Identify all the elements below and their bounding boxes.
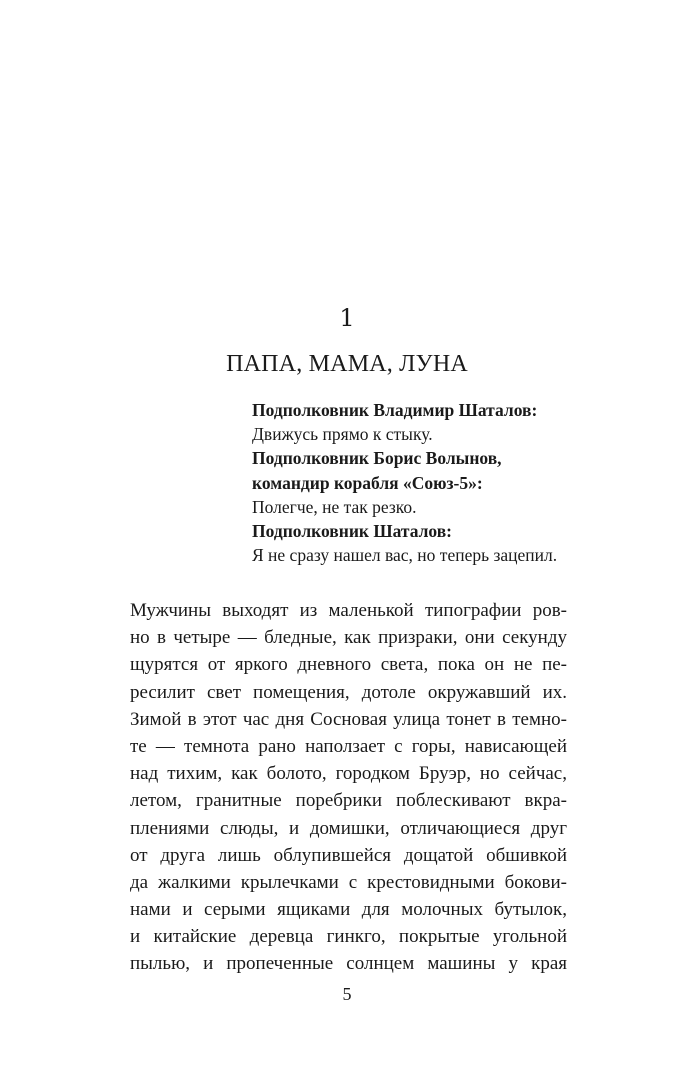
body-line: нами и серыми ящиками для молочных бутылок, [130, 899, 567, 921]
epigraph-speech: Движусь прямо к стыку. [252, 424, 433, 445]
body-paragraph [130, 597, 567, 978]
epigraph-speaker: Подполковник Шаталов: [252, 521, 453, 542]
body-line: но в четыре — бледные, как призраки, они секунду [130, 627, 567, 649]
body-line: Зимой в этот час дня Сосновая улица тонет в темно- [130, 708, 567, 730]
body-line: от друга лишь облупившейся дощатой обшивкой [130, 844, 567, 866]
chapter-number: 1 [339, 304, 355, 332]
epigraph-speech: Полегче, не так резко. [252, 496, 417, 517]
chapter-title: ПАПА, МАМА, ЛУНА [226, 351, 468, 377]
epigraph-speaker: Подполковник Владимир Шаталов: [252, 400, 538, 420]
body-line: щурятся от яркого дневного света, пока он не пе- [130, 654, 567, 676]
epigraph-speech: Я не сразу нашел вас, но теперь зацепил. [252, 545, 558, 566]
body-line: плениями слюды, и домишки, отличающиеся друг [130, 817, 567, 839]
epigraph-speaker: Подполковник Борис Волынов, [252, 448, 502, 469]
body-line: те — темнота рано наползает с горы, нависающей [130, 735, 567, 757]
body-line: летом, гранитные поребрики поблескивают вкра- [130, 790, 567, 812]
body-line: и китайские деревца гинкго, покрытые угольной [130, 926, 567, 948]
body-line: над тихим, как болото, городком Бруэр, но сейчас, [130, 763, 567, 785]
body-line: ресилит свет помещения, дотоле окружавший их. [130, 681, 567, 703]
epigraph [252, 398, 592, 567]
body-line: пылью, и пропеченные солнцем машины у края [130, 953, 567, 975]
body-line: да жалкими крылечками с крестовидными бокови- [130, 871, 567, 893]
body-line: Мужчины выходят из маленькой типографии ров- [130, 600, 567, 621]
page-number: 5 [342, 984, 352, 1004]
epigraph-speaker: командир корабля «Союз-5»: [252, 472, 483, 493]
